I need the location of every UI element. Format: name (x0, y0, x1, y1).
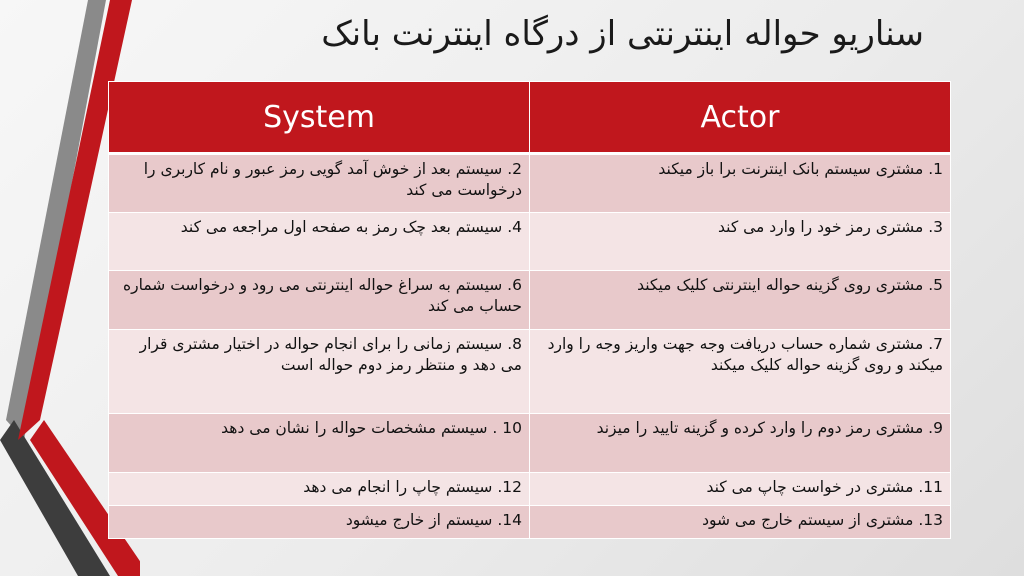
scenario-table (108, 81, 951, 539)
table-header-row (109, 82, 951, 154)
system-cell: 2. سیستم بعد از خوش آمد گویی رمز عبور و نام کاربری را درخواست می کند (109, 154, 530, 213)
system-cell: 8. سیستم زمانی را برای انجام حواله در اختیار مشتری قرار می دهد و منتظر رمز دوم حواله است (109, 330, 530, 414)
table-row (109, 271, 951, 330)
table-row (109, 506, 951, 539)
system-cell: 4. سیستم بعد چک رمز به صفحه اول مراجعه می کند (109, 213, 530, 271)
system-cell: 12. سیستم چاپ را انجام می دهد (109, 473, 530, 506)
table-row (109, 154, 951, 213)
system-cell: 10 . سیستم مشخصات حواله را نشان می دهد (109, 414, 530, 473)
system-column-header: System (109, 82, 530, 154)
gray-stripe (6, 0, 106, 440)
actor-cell: 11. مشتری در خواست چاپ می کند (530, 473, 951, 506)
system-cell: 6. سیستم به سراغ حواله اینترنتی می رود و درخواست شماره حساب می کند (109, 271, 530, 330)
table-row (109, 330, 951, 414)
table-row (109, 473, 951, 506)
actor-cell: 9. مشتری رمز دوم را وارد کرده و گزینه تایید را میزند (530, 414, 951, 473)
actor-column-header: Actor (530, 82, 951, 154)
system-cell: 14. سیستم از خارج میشود (109, 506, 530, 539)
actor-cell: 1. مشتری سیستم بانک اینترنت برا باز میکند (530, 154, 951, 213)
table-row (109, 414, 951, 473)
actor-cell: 3. مشتری رمز خود را وارد می کند (530, 213, 951, 271)
table-row (109, 213, 951, 271)
actor-cell: 13. مشتری از سیستم خارج می شود (530, 506, 951, 539)
actor-cell: 7. مشتری شماره حساب دریافت وجه جهت واریز وجه را وارد میکند و روی گزینه حواله کلیک میکند (530, 330, 951, 414)
actor-cell: 5. مشتری روی گزینه حواله اینترنتی کلیک میکند (530, 271, 951, 330)
slide-title: سناریو حواله اینترنتی از درگاه اینترنت بانک (321, 14, 924, 54)
